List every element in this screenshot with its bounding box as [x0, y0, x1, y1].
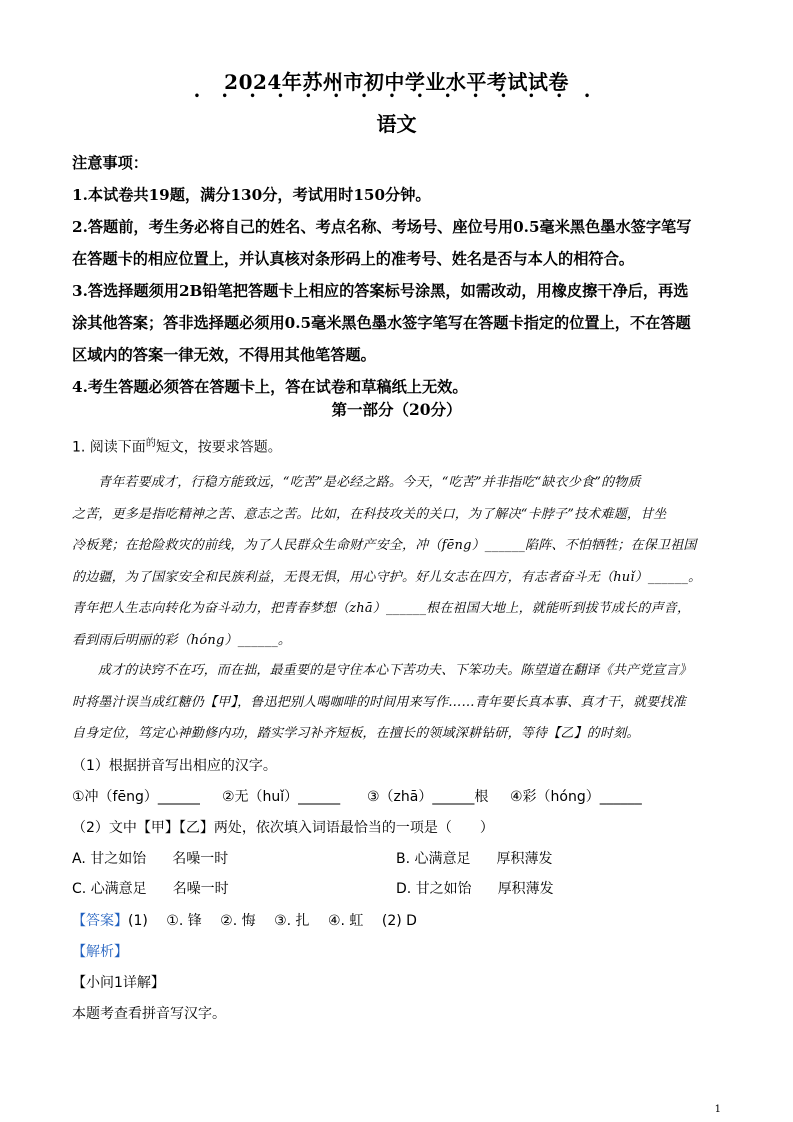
passage-line: 自身定位，笃定心神勤修内功，踏实学习补齐短板，在擅长的领域深耕钻研，等待【乙】的时刻。 — [72, 726, 640, 741]
analysis-tag: 【解析】 — [72, 944, 128, 960]
passage-line: 看到雨后明丽的彩（hóng）______。 — [72, 632, 292, 648]
notice-line: 涂其他答案；答非选择题必须用0.5毫米黑色墨水签字笔写在答题卡指定的位置上，不在答题 — [72, 314, 691, 332]
option-b: B. 心满意足 厚积薄发 — [396, 851, 553, 867]
detail-text: 本题考查看拼音写汉字。 — [72, 1006, 226, 1022]
notice-line: 4.考生答题必须答在答题卡上，答在试卷和草稿纸上无效。 — [72, 378, 468, 396]
passage-line: 之苦，更多是指吃精神之苦、意志之苦。比如，在科技攻关的关口，为了解决“卡脖子”技术难题，甘坐 — [72, 506, 667, 522]
page-number: 1 — [714, 1104, 721, 1115]
passage-paragraph-2 — [72, 655, 722, 750]
notice-line: 3.答选择题须用2B铅笔把答题卡上相应的答案标号涂黑，如需改动，用橡皮擦干净后，再选 — [72, 282, 689, 300]
answer-line — [72, 910, 417, 930]
exam-title-text: 2024年苏州市初中学业水平考试试卷 — [224, 70, 569, 94]
exam-subject: 语文 — [376, 112, 417, 136]
sub-question-1-label: （1）根据拼音写出相应的汉字。 — [72, 758, 277, 774]
notice-heading: 注意事项： — [72, 154, 148, 172]
pinyin-item-1: ①冲（fēng）______ — [72, 789, 200, 805]
option-c: C. 心满意足 名噪一时 — [72, 881, 229, 897]
exam-title — [0, 66, 793, 101]
emphasis-dots: • • • • • • • • • • • • • • • — [193, 91, 600, 102]
answer-tag: 【答案】 — [72, 913, 128, 929]
passage-paragraph-1 — [72, 467, 722, 656]
detail-tag: 【小问1详解】 — [72, 975, 165, 991]
sub-question-2-label: （2）文中【甲】【乙】两处，依次填入词语最恰当的一项是（ ） — [72, 820, 494, 836]
answer-text: (1) ①. 锋 ②. 悔 ③. 扎 ④. 虹 (2) D — [128, 913, 417, 929]
pinyin-item-4: ④彩（hóng）______ — [510, 789, 642, 805]
passage-line: 的边疆，为了国家安全和民族利益，无畏无惧，用心守护。好儿女志在四方，有志者奋斗无（huǐ）______。 — [72, 569, 702, 585]
notice-block — [72, 147, 724, 403]
question-1-prompt: 1. 阅读下面$^的$短文，按要求答题。 — [72, 438, 282, 456]
option-d: D. 甘之如饴 厚积薄发 — [396, 881, 554, 897]
passage-line: 冷板凳；在抢险救灾的前线，为了人民群众生命财产安全，冲（fēng）______陷阵、不怕牺牲；在保卫祖国 — [72, 538, 697, 553]
notice-line: 1.本试卷共19题，满分130分，考试用时150分钟。 — [72, 186, 431, 204]
passage-line: 青年若要成才，行稳方能致远，“吃苦”是必经之路。今天，“吃苦”并非指吃“缺衣少食”的物质 — [98, 475, 641, 490]
passage-line: 青年把人生志向转化为奋斗动力，把青春梦想（zhā）______根在祖国大地上，就能听到拔节成长的声音， — [72, 601, 691, 616]
passage-line: 成才的诀窍不在巧，而在拙，最重要的是守住本心下苦功夫、下笨功夫。陈望道在翻译《共产党宣言》 — [98, 663, 693, 678]
notice-line: 2.答题前，考生务必将自己的姓名、考点名称、考场号、座位号用0.5毫米黑色墨水签字笔写 — [72, 218, 692, 236]
pinyin-item-3: ③（zhā）______根 — [367, 789, 489, 805]
notice-line: 区域内的答案一律无效，不得用其他笔答题。 — [72, 346, 376, 364]
passage-line: 时将墨汁误当成红糖仍【甲】，鲁迅把别人喝咖啡的时间用来写作……青年要长真本事、真才干，就要找准 — [72, 694, 686, 710]
option-a: A. 甘之如饴 名噪一时 — [72, 851, 229, 867]
notice-line: 在答题卡的相应位置上，并认真核对条形码上的准考号、姓名是否与本人的相符合。 — [72, 250, 634, 268]
section-title: 第一部分（20分） — [331, 400, 462, 419]
pinyin-item-2: ②无（huǐ）______ — [222, 789, 341, 805]
